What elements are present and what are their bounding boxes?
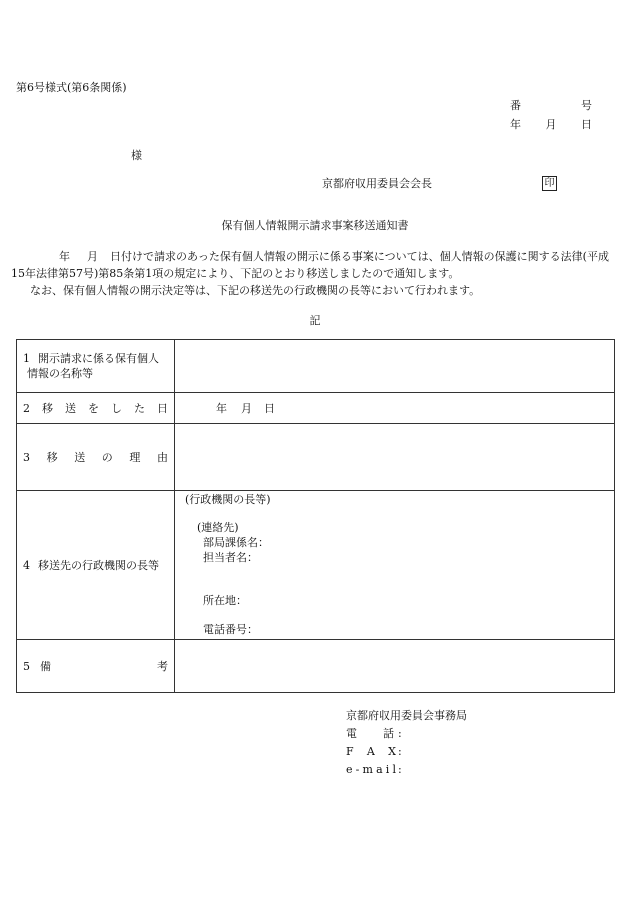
row2-char: を [88, 401, 99, 415]
office-email-char: m [362, 762, 373, 776]
row1-label-line2: 情報の名称等 [27, 367, 93, 380]
row5-char: 考 [157, 659, 168, 673]
detail-table [16, 339, 615, 693]
office-email-line [346, 760, 486, 778]
body-year: 年 [59, 250, 70, 263]
row4-contact: (連絡先) [197, 521, 239, 534]
row2-number: 2 [23, 401, 30, 415]
table-row [17, 424, 615, 491]
row3-label [17, 424, 175, 491]
row4-phone: 電話番号： [203, 623, 258, 636]
row3-char: の [101, 450, 113, 464]
office-phone-line [346, 724, 486, 742]
office-fax-colon: : [398, 744, 402, 758]
row2-char: た [134, 401, 145, 415]
row4-head: (行政機関の長等) [185, 493, 271, 506]
number-date-block [510, 100, 592, 138]
office-fax-char: A [366, 744, 375, 758]
table-row [17, 393, 615, 424]
office-phone-colon: : [398, 726, 402, 740]
body-paragraph-2: なお、保有個人情報の開示決定等は、下記の移送先の行政機関の長等において行われます。 [30, 284, 481, 297]
sender-name: 京都府収用委員会会長 [322, 177, 432, 190]
row1-label-line1: 開示請求に係る保有個人 [38, 352, 159, 365]
office-fax-char: X [388, 744, 396, 758]
table-row [17, 491, 615, 640]
row1-number: 1 [23, 352, 30, 365]
row2-year: 年 [216, 401, 227, 415]
row5-char: 備 [40, 659, 51, 673]
date-month-label: 月 [545, 118, 557, 131]
row1-label [17, 340, 175, 393]
row3-number: 3 [23, 450, 30, 464]
row5-label [17, 640, 175, 693]
office-email-colon: : [398, 762, 402, 776]
document-title: 保有個人情報開示請求事案移送通知書 [221, 219, 409, 232]
row2-day: 日 [264, 401, 275, 415]
row3-char: 移 [46, 450, 58, 464]
office-email-char: i [385, 762, 390, 776]
row1-content [175, 340, 615, 393]
row4-department: 部局課係名： [203, 536, 269, 549]
addressee-suffix: 様 [131, 149, 142, 162]
row5-number: 5 [23, 659, 30, 673]
date-day-label: 日 [581, 118, 592, 131]
row4-address: 所在地： [203, 594, 247, 607]
body-paragraph-1 [11, 248, 615, 282]
office-email-char: - [355, 762, 360, 776]
row2-content [175, 393, 615, 424]
row2-char: 移 [42, 401, 53, 415]
seal-stamp: 印 [542, 176, 557, 191]
date-line [510, 119, 592, 138]
office-fax-line [346, 742, 486, 760]
row4-label-text: 移送先の行政機関の長等 [38, 558, 159, 572]
row4-person: 担当者名： [203, 551, 258, 564]
row2-char: 日 [157, 401, 168, 415]
office-email-char: e [346, 762, 353, 776]
office-phone-char: 話 [383, 726, 394, 740]
office-email-char: a [376, 762, 383, 776]
number-label-ban: 番 [510, 99, 521, 112]
row2-month: 月 [241, 401, 252, 415]
row3-char: 由 [156, 450, 168, 464]
row3-content [175, 424, 615, 491]
row4-label [17, 491, 175, 640]
office-name: 京都府収用委員会事務局 [346, 708, 467, 722]
row2-char: 送 [65, 401, 76, 415]
number-label-go: 号 [581, 99, 592, 112]
table-row [17, 640, 615, 693]
date-year-label: 年 [510, 118, 521, 131]
ki-marker: 記 [309, 314, 321, 327]
table-row [17, 340, 615, 393]
office-email-char: l [392, 762, 396, 776]
row5-content [175, 640, 615, 693]
row4-number: 4 [23, 558, 30, 572]
row3-char: 送 [74, 450, 86, 464]
office-fax-char: F [346, 744, 354, 758]
body-month: 月 [87, 250, 98, 263]
row2-label [17, 393, 175, 424]
number-line [510, 100, 592, 119]
form-number: 第6号様式(第6条関係) [16, 81, 127, 94]
office-contact-block [346, 706, 486, 778]
body-day-and-text: 日付けで請求のあった保有個人情報の開示に係る事案については、個人情報の保護に関する法律(平成15年法律第57号)第85条第1項の規定により、下記のとおり移送しましたので通知します。 [11, 250, 609, 280]
row2-char: し [111, 401, 122, 415]
row4-content [175, 491, 615, 640]
row3-char: 理 [129, 450, 141, 464]
body-text [11, 248, 615, 299]
office-phone-char: 電 [346, 726, 357, 740]
